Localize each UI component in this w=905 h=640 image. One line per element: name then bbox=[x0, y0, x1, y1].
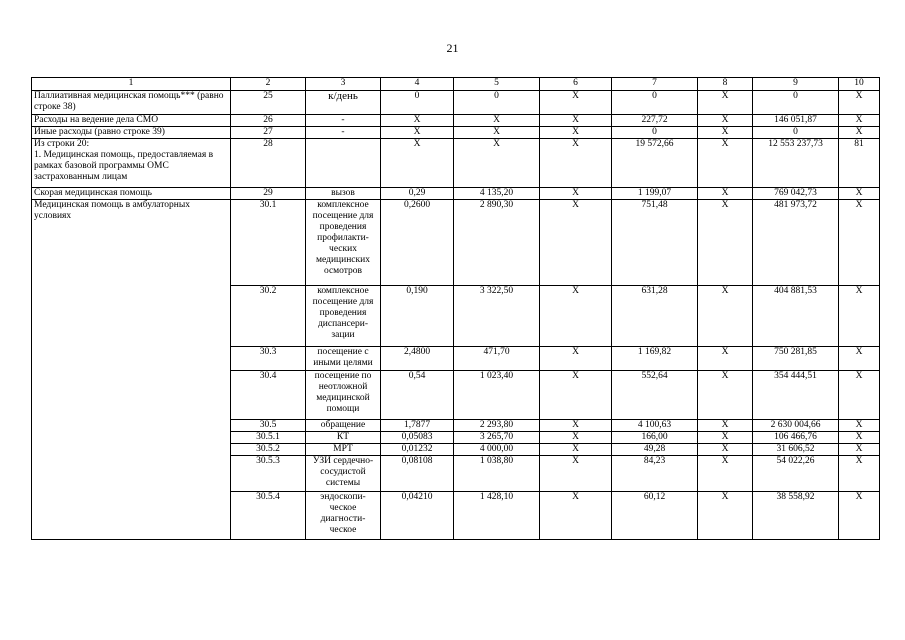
value-cell: 0 bbox=[454, 91, 540, 115]
value-cell: 146 051,87 bbox=[753, 115, 839, 127]
value-cell: X bbox=[540, 139, 612, 188]
value-cell: 750 281,85 bbox=[753, 347, 839, 371]
value-cell: 2 293,80 bbox=[454, 420, 540, 432]
data-table bbox=[31, 77, 880, 540]
value-cell: 2,4800 bbox=[381, 347, 454, 371]
column-header: 6 bbox=[540, 78, 612, 91]
row-title: Иные расходы (равно строке 39) bbox=[32, 127, 231, 139]
value-cell: X bbox=[839, 347, 880, 371]
unit-cell: вызов bbox=[306, 188, 381, 200]
row-title: Паллиативная медицинская помощь*** (равно строке 38) bbox=[32, 91, 231, 115]
row-title: Медицинская помощь в амбулаторных условиях bbox=[32, 200, 231, 540]
value-cell: 49,28 bbox=[612, 444, 698, 456]
value-cell: 31 606,52 bbox=[753, 444, 839, 456]
value-cell: 631,28 bbox=[612, 286, 698, 347]
value-cell: 404 881,53 bbox=[753, 286, 839, 347]
unit-cell: к/день bbox=[306, 91, 381, 115]
value-cell: X bbox=[839, 127, 880, 139]
value-cell: X bbox=[698, 420, 753, 432]
value-cell: 751,48 bbox=[612, 200, 698, 286]
value-cell: X bbox=[698, 91, 753, 115]
value-cell: X bbox=[540, 200, 612, 286]
value-cell: 0 bbox=[753, 91, 839, 115]
value-cell: 0 bbox=[612, 91, 698, 115]
row-number: 30.5.2 bbox=[231, 444, 306, 456]
value-cell: 1 038,80 bbox=[454, 456, 540, 492]
value-cell: 3 322,50 bbox=[454, 286, 540, 347]
unit-cell: - bbox=[306, 115, 381, 127]
value-cell: X bbox=[839, 456, 880, 492]
unit-cell: КТ bbox=[306, 432, 381, 444]
value-cell: 354 444,51 bbox=[753, 371, 839, 420]
value-cell: 1 428,10 bbox=[454, 492, 540, 540]
value-cell: 0,29 bbox=[381, 188, 454, 200]
row-title: Расходы на ведение дела СМО bbox=[32, 115, 231, 127]
value-cell: X bbox=[839, 91, 880, 115]
row-number: 30.3 bbox=[231, 347, 306, 371]
value-cell: X bbox=[839, 432, 880, 444]
value-cell: 769 042,73 bbox=[753, 188, 839, 200]
value-cell: X bbox=[839, 420, 880, 432]
unit-cell: посещение по неотложной медицинской помощи bbox=[306, 371, 381, 420]
value-cell: 106 466,76 bbox=[753, 432, 839, 444]
value-cell: X bbox=[839, 188, 880, 200]
row-number: 30.5.1 bbox=[231, 432, 306, 444]
value-cell: X bbox=[698, 456, 753, 492]
row-title: Скорая медицинская помощь bbox=[32, 188, 231, 200]
value-cell: X bbox=[698, 371, 753, 420]
unit-cell: обращение bbox=[306, 420, 381, 432]
value-cell: X bbox=[381, 139, 454, 188]
value-cell: X bbox=[381, 115, 454, 127]
value-cell: 0,05083 bbox=[381, 432, 454, 444]
value-cell: 38 558,92 bbox=[753, 492, 839, 540]
value-cell: X bbox=[540, 347, 612, 371]
value-cell: 19 572,66 bbox=[612, 139, 698, 188]
row-number: 27 bbox=[231, 127, 306, 139]
value-cell: 60,12 bbox=[612, 492, 698, 540]
value-cell: 4 000,00 bbox=[454, 444, 540, 456]
value-cell: 0,54 bbox=[381, 371, 454, 420]
column-header: 10 bbox=[839, 78, 880, 91]
value-cell: 12 553 237,73 bbox=[753, 139, 839, 188]
value-cell: 0 bbox=[612, 127, 698, 139]
value-cell: X bbox=[839, 115, 880, 127]
column-header: 8 bbox=[698, 78, 753, 91]
value-cell: 1,7877 bbox=[381, 420, 454, 432]
header-row bbox=[32, 78, 880, 91]
value-cell: X bbox=[540, 444, 612, 456]
value-cell: X bbox=[698, 200, 753, 286]
row-number: 30.5.3 bbox=[231, 456, 306, 492]
value-cell: X bbox=[839, 286, 880, 347]
unit-cell bbox=[306, 139, 381, 188]
value-cell: 1 169,82 bbox=[612, 347, 698, 371]
column-header: 7 bbox=[612, 78, 698, 91]
value-cell: X bbox=[454, 115, 540, 127]
value-cell: 81 bbox=[839, 139, 880, 188]
value-cell: 0,190 bbox=[381, 286, 454, 347]
value-cell: X bbox=[540, 456, 612, 492]
value-cell: 552,64 bbox=[612, 371, 698, 420]
table-row bbox=[32, 200, 880, 286]
unit-cell: комплексное посещение для проведения диспансери-зации bbox=[306, 286, 381, 347]
value-cell: 166,00 bbox=[612, 432, 698, 444]
value-cell: 0,2600 bbox=[381, 200, 454, 286]
row-number: 26 bbox=[231, 115, 306, 127]
value-cell: X bbox=[839, 444, 880, 456]
value-cell: 0 bbox=[753, 127, 839, 139]
column-header: 4 bbox=[381, 78, 454, 91]
row-number: 28 bbox=[231, 139, 306, 188]
value-cell: 0,01232 bbox=[381, 444, 454, 456]
value-cell: 471,70 bbox=[454, 347, 540, 371]
value-cell: X bbox=[698, 139, 753, 188]
value-cell: 84,23 bbox=[612, 456, 698, 492]
column-header: 9 bbox=[753, 78, 839, 91]
value-cell: 0,04210 bbox=[381, 492, 454, 540]
page-number: 21 bbox=[446, 41, 459, 55]
row-number: 30.1 bbox=[231, 200, 306, 286]
value-cell: 54 022,26 bbox=[753, 456, 839, 492]
value-cell: X bbox=[698, 127, 753, 139]
value-cell: X bbox=[540, 127, 612, 139]
table-row bbox=[32, 139, 880, 188]
column-header: 2 bbox=[231, 78, 306, 91]
value-cell: X bbox=[540, 188, 612, 200]
column-header: 3 bbox=[306, 78, 381, 91]
table-row bbox=[32, 127, 880, 139]
value-cell: 4 135,20 bbox=[454, 188, 540, 200]
unit-cell: посещение с иными целями bbox=[306, 347, 381, 371]
value-cell: X bbox=[839, 200, 880, 286]
value-cell: X bbox=[698, 115, 753, 127]
value-cell: X bbox=[698, 492, 753, 540]
row-number: 30.5.4 bbox=[231, 492, 306, 540]
value-cell: X bbox=[540, 420, 612, 432]
value-cell: X bbox=[381, 127, 454, 139]
value-cell: X bbox=[698, 347, 753, 371]
row-number: 29 bbox=[231, 188, 306, 200]
value-cell: 0,08108 bbox=[381, 456, 454, 492]
unit-cell: комплексное посещение для проведения профилакти-ческих медицинских осмотров bbox=[306, 200, 381, 286]
value-cell: X bbox=[540, 115, 612, 127]
table-row bbox=[32, 115, 880, 127]
value-cell: 0 bbox=[381, 91, 454, 115]
value-cell: X bbox=[698, 432, 753, 444]
value-cell: 1 023,40 bbox=[454, 371, 540, 420]
value-cell: X bbox=[540, 492, 612, 540]
value-cell: X bbox=[540, 286, 612, 347]
table-row bbox=[32, 188, 880, 200]
value-cell: 1 199,07 bbox=[612, 188, 698, 200]
column-header: 5 bbox=[454, 78, 540, 91]
unit-cell: УЗИ сердечно-сосудистой системы bbox=[306, 456, 381, 492]
row-number: 30.2 bbox=[231, 286, 306, 347]
unit-cell: - bbox=[306, 127, 381, 139]
value-cell: X bbox=[839, 492, 880, 540]
value-cell: X bbox=[698, 286, 753, 347]
row-number: 30.5 bbox=[231, 420, 306, 432]
column-header: 1 bbox=[32, 78, 231, 91]
value-cell: X bbox=[454, 139, 540, 188]
value-cell: X bbox=[540, 371, 612, 420]
value-cell: 4 100,63 bbox=[612, 420, 698, 432]
value-cell: X bbox=[454, 127, 540, 139]
table-row bbox=[32, 91, 880, 115]
unit-cell: МРТ bbox=[306, 444, 381, 456]
value-cell: 2 630 004,66 bbox=[753, 420, 839, 432]
row-number: 30.4 bbox=[231, 371, 306, 420]
value-cell: 3 265,70 bbox=[454, 432, 540, 444]
value-cell: X bbox=[698, 444, 753, 456]
value-cell: X bbox=[540, 91, 612, 115]
value-cell: 2 890,30 bbox=[454, 200, 540, 286]
value-cell: 227,72 bbox=[612, 115, 698, 127]
value-cell: X bbox=[698, 188, 753, 200]
value-cell: X bbox=[839, 371, 880, 420]
value-cell: 481 973,72 bbox=[753, 200, 839, 286]
unit-cell: эндоскопи-ческое диагности-ческое bbox=[306, 492, 381, 540]
value-cell: X bbox=[540, 432, 612, 444]
row-title: Из строки 20: 1. Медицинская помощь, предоставляемая в рамках базовой программы ОМС застрахованным лицам bbox=[32, 139, 231, 188]
row-number: 25 bbox=[231, 91, 306, 115]
